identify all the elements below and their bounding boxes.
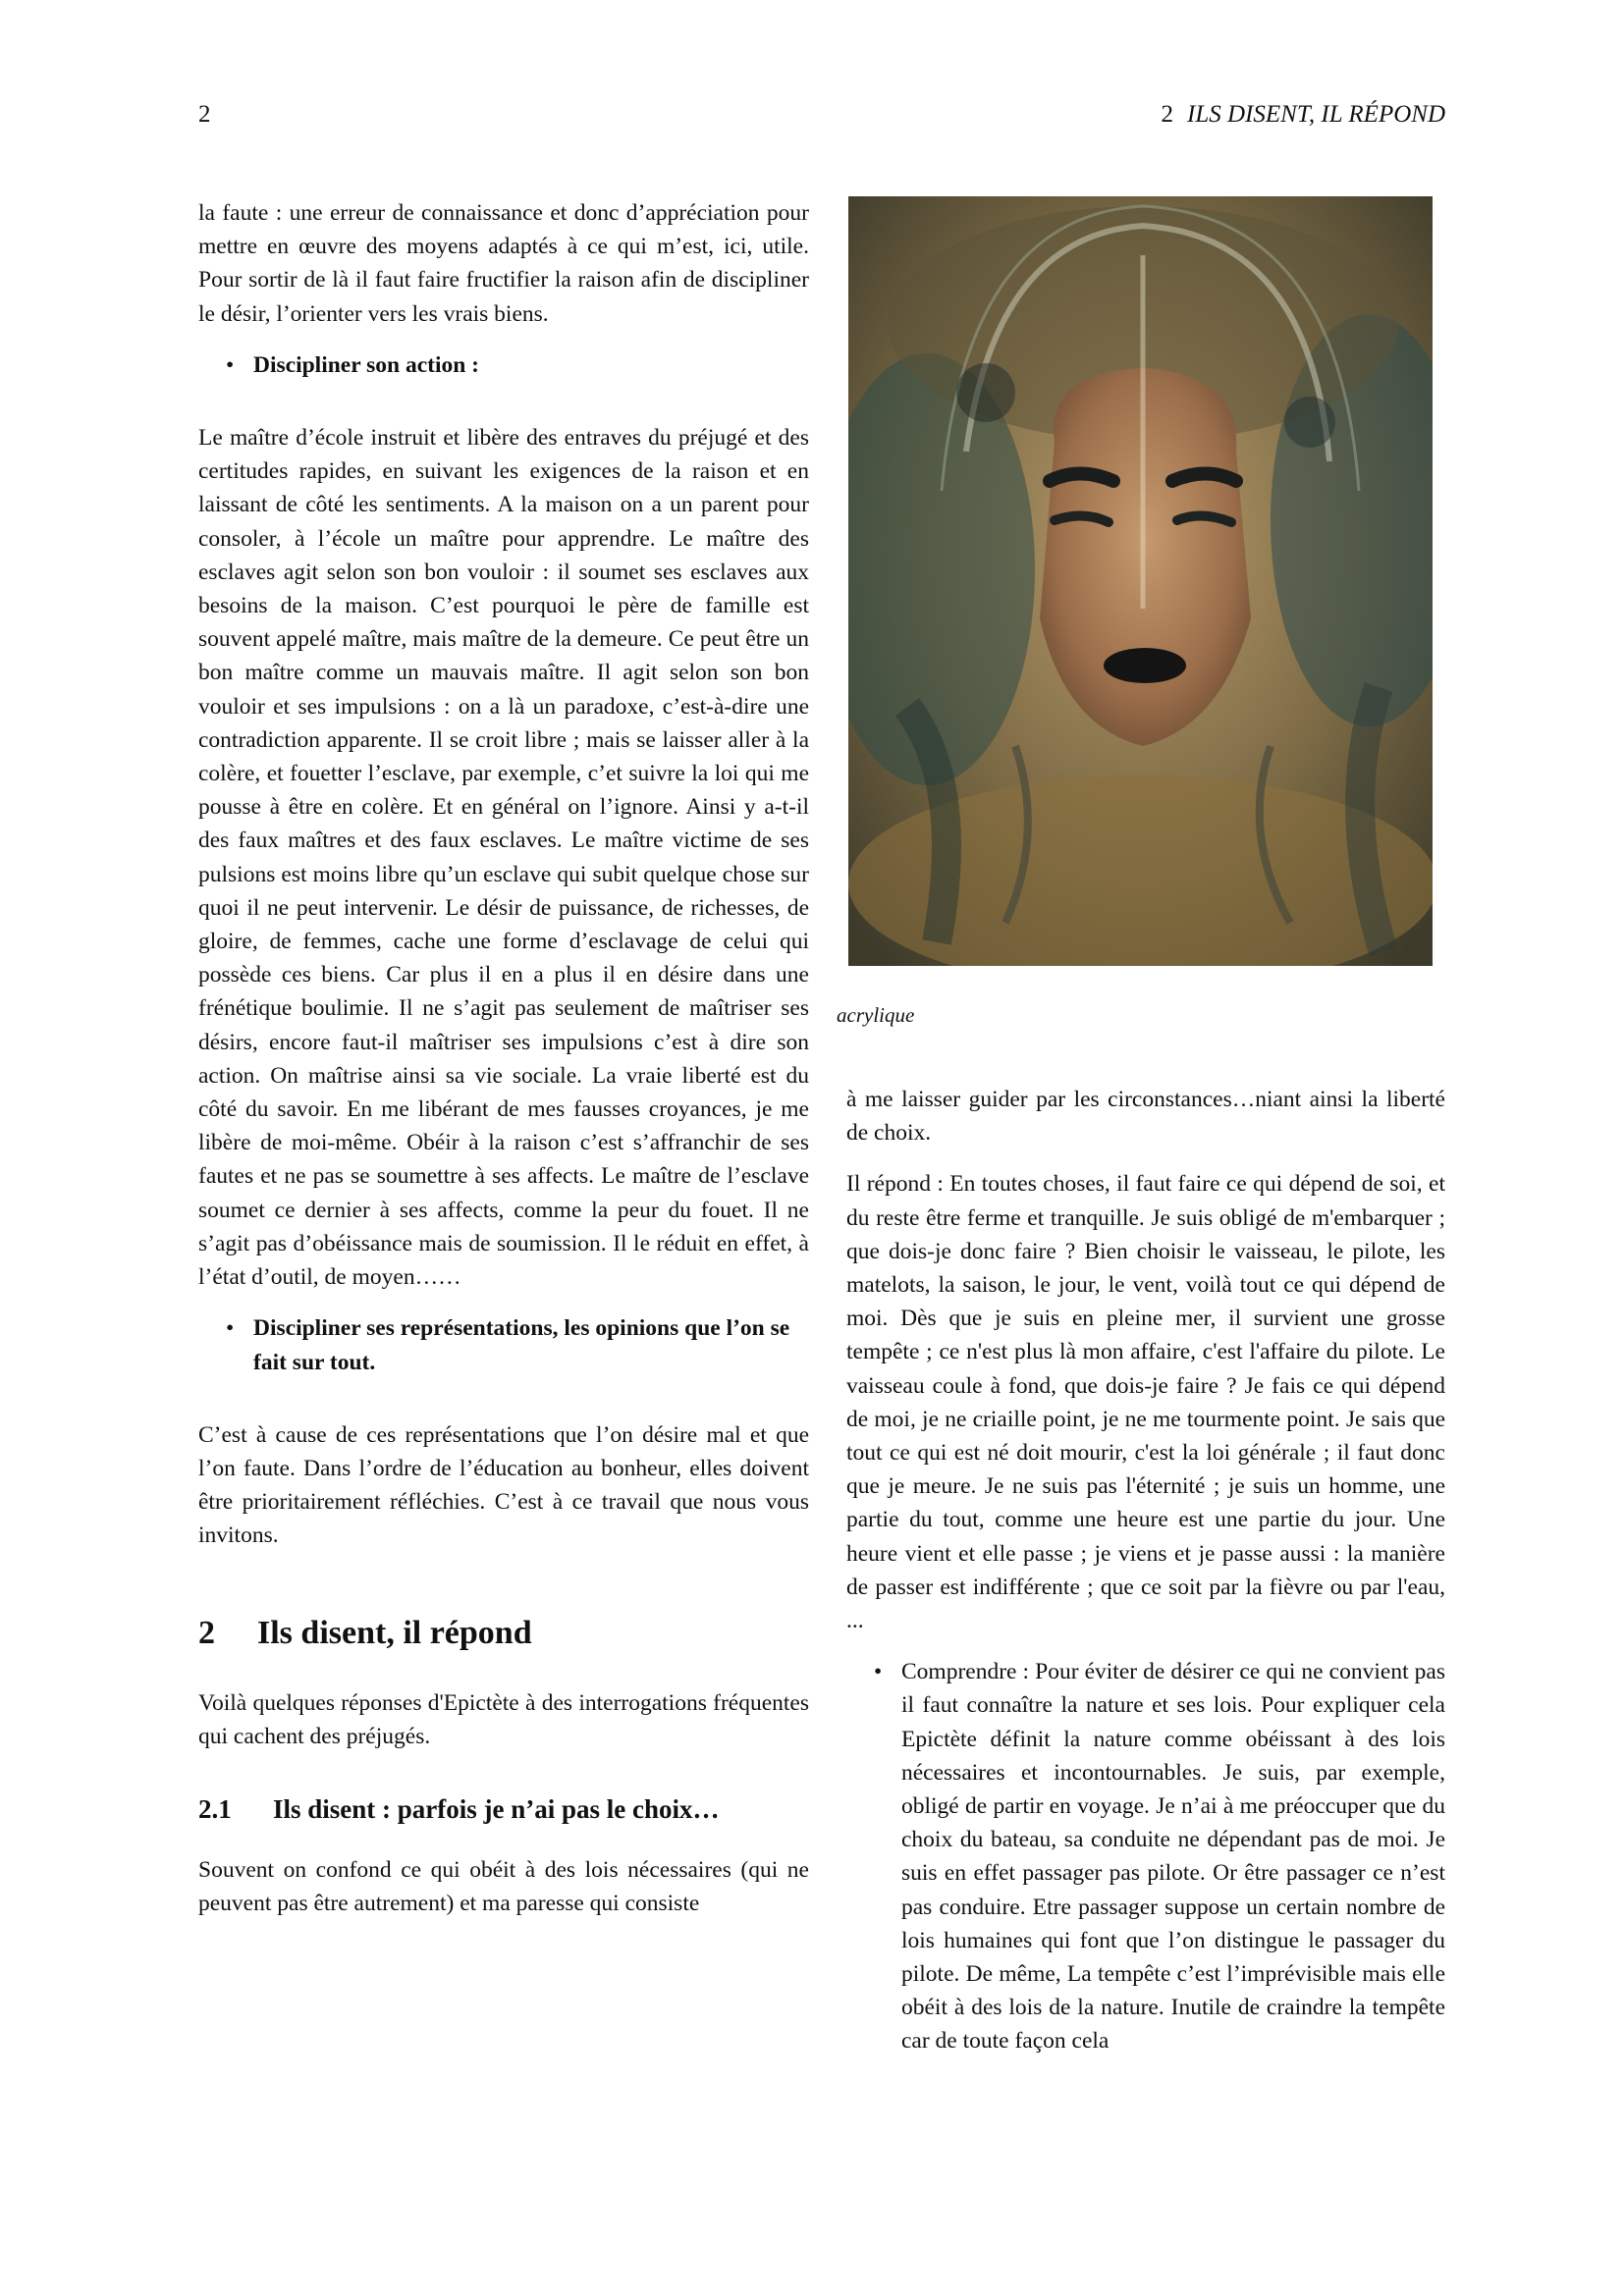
paragraph: C’est à cause de ces représentations que l’on désire mal et que l’on faute. Dans l’ordre de l’éducation au bonheur, elles doivent être prioritairement réfléchies. C’est à ce travail que nous vous invitons. (198, 1421, 809, 1549)
page-number: 2 (198, 101, 211, 128)
subsection-number: 2.1 (198, 1793, 232, 1824)
bullet-dot: • (226, 1315, 235, 1342)
painting-figure (848, 196, 1433, 966)
running-header-number: 2 (1161, 101, 1174, 128)
paragraph: à me laisser guider par les circonstances…niant ainsi la liberté de choix. (846, 1087, 1445, 1147)
paragraph: Voilà quelques réponses d'Epictète à des interrogations fréquentes qui cachent des préjugés. (198, 1689, 809, 1749)
bullet-item (198, 348, 809, 382)
bullet-dot: • (226, 351, 235, 378)
subsection-title: Ils disent : parfois je n’ai pas le choix… (273, 1793, 720, 1824)
right-column (846, 1083, 1445, 2058)
bullet-item (198, 1311, 809, 1378)
paragraph: la faute : une erreur de connaissance et donc d’appréciation pour mettre en œuvre des moyens adaptés à ce qui m’est, ici, utile. Pour sortir de là il faut faire fructifier la raison afin de discipliner le désir, l’orienter vers les vrais biens. (198, 200, 809, 327)
subsection-heading (198, 1792, 809, 1826)
paragraph: Le maître d’école instruit et libère des entraves du préjugé et des certitudes rapides, en suivant les exigences de la raison et en laissant de côté les sentiments. A la maison on a un parent pour consoler, à l’école un maître pour apprendre. Le maître des esclaves agit selon son bon vouloir : il soumet ses esclaves aux besoins de la maison. C’est pourquoi le père de famille est souvent appelé maître, mais maître de la demeure. Ce peut être un bon maître comme un mauvais maître. Il agit selon son bon vouloir et ses impulsions : on a là un paradoxe, c’est-à-dire une contradiction apparente. Il se croit libre ; mais se laisser aller à la colère, et fouetter l’esclave, par exemple, c’et suivre la loi qui me pousse à être en colère. Et en général on l’ignore. Ainsi y a-t-il des faux maîtres et des faux esclaves. Le maître victime de ses pulsions est moins libre qu’un esclave qui subit quelque chose sur quoi il ne peut intervenir. Le désir de puissance, de richesses, de gloire, de femmes, cache une forme d’esclavage de celui qui possède ces biens. Car plus il en a plus il en désire dans une frénétique boulimie. Il ne s’agit pas seulement de maîtriser ses désirs, encore faut-il maîtriser ses impulsions c’est à dire son action. On maîtrise ainsi sa vie sociale. La vraie liberté est du côté du savoir. En me libérant de mes fausses croyances, je me libère de moi-même. Obéir à la raison c’est s’affranchir de ses fautes et ne pas se soumettre à ses affects. Le maître de l’esclave soumet ce dernier à ses affects, comme la peur du fouet. Il ne s’agit pas d’obéissance mais de soumission. Il le réduit en effet, à l’état d’outil, de moyen…… (198, 425, 809, 1291)
section-heading (198, 1614, 809, 1653)
running-header (1162, 101, 1445, 129)
section-number: 2 (198, 1614, 215, 1651)
left-column (198, 196, 809, 1938)
bullet-text: Comprendre : Pour éviter de désirer ce qui ne convient pas il faut connaître la nature et ses lois. Pour expliquer cela Epictète définit la nature comme obéissant à des lois nécessaires et incontournables. Je suis, par exemple, obligé de partir en voyage. Je n’ai à me préoccuper que du choix du bateau, sa conduite ne dépendant pas de moi. Je suis en effet passager pas pilote. Or être passager ce n’est pas conduire. Etre passager suppose un certain nombre de lois humaines qui font que l’on distingue le passager du pilote. De même, La tempête c’est l’imprévisible mais elle obéit à des lois de la nature. Inutile de craindre la tempête car de toute façon cela (901, 1659, 1445, 2055)
paragraph: Souvent on confond ce qui obéit à des lois nécessaires (qui ne peuvent pas être autrement) et ma paresse qui consiste (198, 1856, 809, 1917)
paragraph: Il répond : En toutes choses, il faut faire ce qui dépend de soi, et du reste être ferme et tranquille. Je suis obligé de m'embarquer ; que dois-je donc faire ? Bien choisir le vaisseau, le pilote, les matelots, la saison, le jour, le vent, voilà tout ce qui dépend de moi. Dès que je suis en pleine mer, il survient une grosse tempête ; ce n'est plus là mon affaire, c'est l'affaire du pilote. Le vaisseau coule à fond, que dois-je faire ? Je fais ce qui dépend de moi, je ne criaille point, je ne me tourmente point. Je sais que tout ce qui est né doit mourir, c'est la loi générale ; il faut donc que je meure. Je ne suis pas l'éternité ; je suis un homme, une partie du tout, comme une heure est une partie du jour. Une heure vient et elle passe ; je viens et je passe aussi : la manière de passer est indifférente ; que ce soit par la fièvre ou par l'eau, ... (846, 1171, 1445, 1634)
bullet-text: Discipliner ses représentations, les opinions que l’on se fait sur tout. (253, 1315, 790, 1375)
acrylic-painting-face (848, 196, 1433, 966)
running-header-title: ILS DISENT, IL RÉPOND (1187, 101, 1445, 128)
bullet-dot: • (874, 1659, 883, 1685)
section-title: Ils disent, il répond (257, 1614, 532, 1651)
bullet-text: Discipliner son action : (253, 351, 480, 378)
bullet-item (846, 1655, 1445, 2057)
figure-caption: acrylique (837, 1003, 915, 1027)
